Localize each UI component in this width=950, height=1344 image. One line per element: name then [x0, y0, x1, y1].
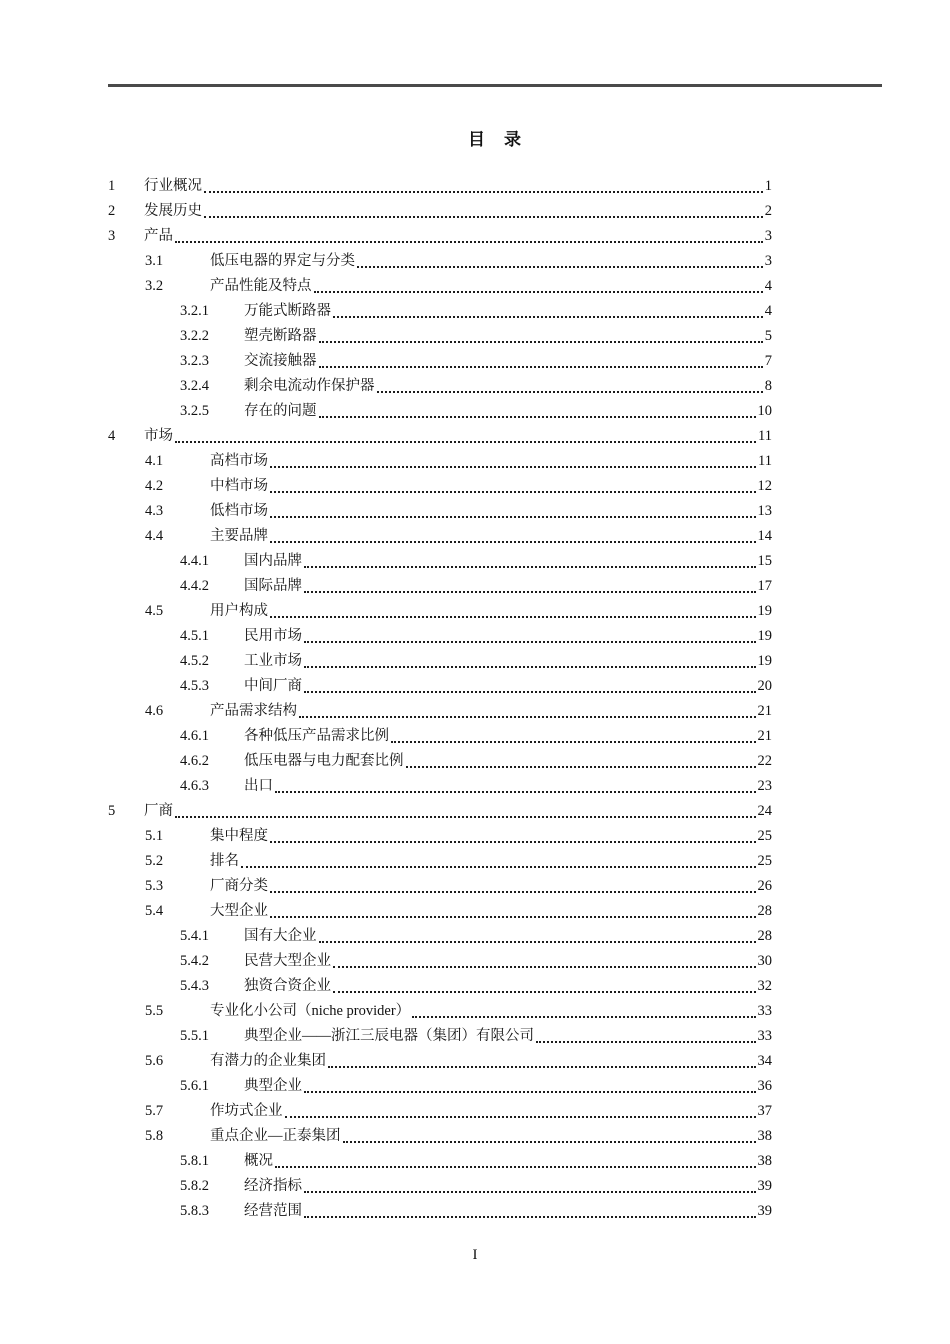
- leader-dots: [406, 749, 756, 768]
- leader-dots: [357, 249, 763, 268]
- toc-entry[interactable]: [108, 749, 772, 774]
- toc-entry-label: 中间厂商: [244, 678, 302, 694]
- toc-entry-label: 低压电器的界定与分类: [210, 253, 355, 269]
- leader-dots: [270, 524, 756, 543]
- toc-entry-label: 产品: [144, 228, 173, 244]
- toc-entry-label: 用户构成: [210, 603, 268, 619]
- toc-entry[interactable]: [108, 449, 772, 474]
- toc-entry-label: 中档市场: [210, 478, 268, 494]
- toc-entry-number: 3.2.3: [180, 353, 209, 369]
- toc-entry-label: 经济指标: [244, 1178, 302, 1194]
- toc-entry-page: 36: [757, 1078, 772, 1094]
- toc-entry-number: 5.4.2: [180, 953, 209, 969]
- toc-entry-page: 21: [757, 703, 772, 719]
- toc-entry-page: 17: [757, 578, 772, 594]
- toc-entry-label: 出口: [244, 778, 273, 794]
- leader-dots: [536, 1024, 756, 1043]
- leader-dots: [319, 399, 756, 418]
- toc-entry-number: 2: [108, 203, 116, 219]
- toc-entry[interactable]: [108, 849, 772, 874]
- toc-entry[interactable]: [108, 949, 772, 974]
- toc-entry-page: 1: [764, 178, 772, 194]
- leader-dots: [333, 974, 756, 993]
- footer-page-number: I: [472, 1247, 478, 1263]
- toc-entry-number: 3.2: [145, 278, 164, 294]
- toc-entry[interactable]: [108, 799, 772, 824]
- toc-entry[interactable]: [108, 649, 772, 674]
- toc-entry[interactable]: [108, 724, 772, 749]
- leader-dots: [304, 624, 756, 643]
- toc-entry-page: 25: [757, 853, 772, 869]
- header-rule: [108, 84, 882, 87]
- toc-entry[interactable]: [108, 624, 772, 649]
- toc-entry-number: 5.4: [145, 903, 164, 919]
- leader-dots: [204, 174, 763, 193]
- toc-entry-number: 3.2.1: [180, 303, 209, 319]
- toc-entry-label: 厂商: [144, 803, 173, 819]
- toc-entry-label: 万能式断路器: [244, 303, 331, 319]
- toc-entry-page: 30: [757, 953, 772, 969]
- toc-entry[interactable]: [108, 1099, 772, 1124]
- leader-dots: [328, 1049, 756, 1068]
- toc-entry-page: 13: [757, 503, 772, 519]
- toc-entry-number: 4.5.1: [180, 628, 209, 644]
- toc-entry-label: 集中程度: [210, 828, 268, 844]
- toc-entry[interactable]: [108, 474, 772, 499]
- toc-entry-page: 28: [757, 928, 772, 944]
- toc-entry-page: 10: [757, 403, 772, 419]
- toc-entry-number: 3.2.5: [180, 403, 209, 419]
- toc-entry-label: 国有大企业: [244, 928, 317, 944]
- toc-entry-page: 2: [764, 203, 772, 219]
- leader-dots: [377, 374, 763, 393]
- leader-dots: [319, 924, 756, 943]
- toc-title: 目 录: [468, 130, 522, 149]
- toc-entry-page: 8: [764, 378, 772, 394]
- toc-entry-label: 剩余电流动作保护器: [244, 378, 375, 394]
- toc-entry[interactable]: [108, 599, 772, 624]
- toc-entry-page: 20: [757, 678, 772, 694]
- toc-entry[interactable]: [108, 249, 772, 274]
- toc-entry[interactable]: [108, 1199, 772, 1224]
- leader-dots: [241, 849, 756, 868]
- toc-entry-page: 39: [757, 1203, 772, 1219]
- toc-entry-page: 19: [757, 653, 772, 669]
- toc-entry-number: 3.2.4: [180, 378, 209, 394]
- toc-entry-label: 典型企业——浙江三辰电器（集团）有限公司: [244, 1028, 534, 1044]
- toc-entry-number: 4.1: [145, 453, 164, 469]
- toc-entry-page: 4: [764, 303, 772, 319]
- toc-entry[interactable]: [108, 324, 772, 349]
- toc-entry-number: 4.2: [145, 478, 164, 494]
- leader-dots: [304, 1174, 756, 1193]
- toc-entry-page: 28: [757, 903, 772, 919]
- toc-entry[interactable]: [108, 774, 772, 799]
- toc-entry-page: 19: [757, 628, 772, 644]
- toc-entry-number: 5.2: [145, 853, 164, 869]
- toc-list: [108, 174, 772, 1224]
- toc-entry-label: 专业化小公司（niche provider）: [210, 1003, 411, 1019]
- toc-entry[interactable]: [108, 1049, 772, 1074]
- toc-entry-number: 4.5: [145, 603, 164, 619]
- toc-entry-number: 5.8.3: [180, 1203, 209, 1219]
- toc-entry[interactable]: [108, 674, 772, 699]
- toc-entry[interactable]: [108, 1024, 772, 1049]
- leader-dots: [204, 199, 763, 218]
- toc-entry[interactable]: [108, 1124, 772, 1149]
- toc-entry-page: 3: [764, 228, 772, 244]
- toc-entry-label: 厂商分类: [210, 878, 268, 894]
- toc-entry-number: 5.5.1: [180, 1028, 209, 1044]
- toc-entry[interactable]: [108, 1074, 772, 1099]
- leader-dots: [270, 874, 756, 893]
- toc-entry-page: 14: [757, 528, 772, 544]
- toc-entry-number: 4.6.1: [180, 728, 209, 744]
- toc-entry-number: 5.4.3: [180, 978, 209, 994]
- leader-dots: [285, 1099, 756, 1118]
- leader-dots: [304, 1199, 756, 1218]
- toc-entry[interactable]: [108, 174, 772, 199]
- toc-entry[interactable]: [108, 974, 772, 999]
- leader-dots: [275, 1149, 756, 1168]
- leader-dots: [304, 1074, 756, 1093]
- toc-entry-number: 4: [108, 428, 116, 444]
- leader-dots: [319, 324, 763, 343]
- leader-dots: [175, 799, 756, 818]
- toc-entry-number: 3.1: [145, 253, 164, 269]
- leader-dots: [299, 699, 756, 718]
- toc-entry-label: 重点企业—正泰集团: [210, 1128, 341, 1144]
- toc-entry-number: 4.6: [145, 703, 164, 719]
- toc-entry-label: 存在的问题: [244, 403, 317, 419]
- leader-dots: [270, 449, 756, 468]
- toc-entry-page: 11: [758, 428, 772, 444]
- toc-entry[interactable]: [108, 299, 772, 324]
- toc-entry-number: 5.6.1: [180, 1078, 209, 1094]
- toc-entry-number: 5.3: [145, 878, 164, 894]
- toc-entry-label: 排名: [210, 853, 239, 869]
- toc-entry-page: 15: [757, 553, 772, 569]
- toc-entry-label: 独资合资企业: [244, 978, 331, 994]
- toc-entry-label: 工业市场: [244, 653, 302, 669]
- toc-entry[interactable]: [108, 699, 772, 724]
- toc-entry-label: 国内品牌: [244, 553, 302, 569]
- toc-entry-page: 25: [757, 828, 772, 844]
- toc-entry-label: 有潜力的企业集团: [210, 1053, 326, 1069]
- toc-entry-label: 市场: [144, 428, 173, 444]
- toc-entry-label: 经营范围: [244, 1203, 302, 1219]
- toc-entry-page: 38: [757, 1128, 772, 1144]
- toc-entry-page: 23: [757, 778, 772, 794]
- toc-entry-page: 11: [758, 453, 772, 469]
- toc-entry-number: 4.5.3: [180, 678, 209, 694]
- toc-entry-number: 4.4: [145, 528, 164, 544]
- toc-entry-number: 4.6.3: [180, 778, 209, 794]
- leader-dots: [304, 649, 756, 668]
- toc-entry-number: 1: [108, 178, 116, 194]
- toc-entry-page: 3: [764, 253, 772, 269]
- toc-entry-number: 5.4.1: [180, 928, 209, 944]
- toc-entry[interactable]: [108, 999, 772, 1024]
- toc-entry-label: 产品需求结构: [210, 703, 297, 719]
- toc-entry[interactable]: [108, 574, 772, 599]
- toc-entry-page: 33: [757, 1003, 772, 1019]
- toc-entry-page: 19: [757, 603, 772, 619]
- toc-entry-label: 概况: [244, 1153, 273, 1169]
- toc-entry-label: 产品性能及特点: [210, 278, 312, 294]
- leader-dots: [333, 299, 763, 318]
- toc-entry-label: 交流接触器: [244, 353, 317, 369]
- leader-dots: [391, 724, 756, 743]
- leader-dots: [270, 599, 756, 618]
- toc-entry-number: 3.2.2: [180, 328, 209, 344]
- toc-entry-number: 4.5.2: [180, 653, 209, 669]
- toc-entry[interactable]: [108, 274, 772, 299]
- toc-entry-page: 26: [757, 878, 772, 894]
- toc-entry-label: 典型企业: [244, 1078, 302, 1094]
- toc-entry[interactable]: [108, 374, 772, 399]
- toc-entry-number: 3: [108, 228, 116, 244]
- toc-entry[interactable]: [108, 924, 772, 949]
- toc-entry-page: 24: [757, 803, 772, 819]
- toc-entry-page: 37: [757, 1103, 772, 1119]
- toc-entry[interactable]: [108, 874, 772, 899]
- toc-entry-label: 高档市场: [210, 453, 268, 469]
- toc-entry[interactable]: [108, 549, 772, 574]
- toc-entry-number: 4.4.2: [180, 578, 209, 594]
- toc-entry-label: 发展历史: [144, 203, 202, 219]
- leader-dots: [319, 349, 763, 368]
- toc-entry-page: 4: [764, 278, 772, 294]
- toc-entry[interactable]: [108, 824, 772, 849]
- leader-dots: [270, 499, 756, 518]
- toc-entry[interactable]: [108, 224, 772, 249]
- leader-dots: [333, 949, 756, 968]
- toc-entry-number: 5.8.1: [180, 1153, 209, 1169]
- toc-entry[interactable]: [108, 499, 772, 524]
- toc-entry-number: 5.7: [145, 1103, 164, 1119]
- toc-entry[interactable]: [108, 1174, 772, 1199]
- leader-dots: [304, 574, 756, 593]
- toc-entry-page: 33: [757, 1028, 772, 1044]
- leader-dots: [270, 474, 756, 493]
- toc-entry-number: 4.4.1: [180, 553, 209, 569]
- leader-dots: [270, 899, 756, 918]
- toc-entry-page: 32: [757, 978, 772, 994]
- toc-entry[interactable]: [108, 524, 772, 549]
- leader-dots: [175, 224, 763, 243]
- toc-entry-number: 4.3: [145, 503, 164, 519]
- toc-entry[interactable]: [108, 1149, 772, 1174]
- toc-entry-label: 国际品牌: [244, 578, 302, 594]
- toc-entry-label: 行业概况: [144, 178, 202, 194]
- leader-dots: [275, 774, 756, 793]
- toc-entry-page: 12: [757, 478, 772, 494]
- toc-entry-label: 作坊式企业: [210, 1103, 283, 1119]
- toc-entry-number: 5.1: [145, 828, 164, 844]
- toc-entry[interactable]: [108, 199, 772, 224]
- leader-dots: [175, 424, 756, 443]
- leader-dots: [270, 824, 756, 843]
- toc-entry-page: 7: [764, 353, 772, 369]
- toc-entry-label: 民用市场: [244, 628, 302, 644]
- leader-dots: [343, 1124, 756, 1143]
- leader-dots: [304, 549, 756, 568]
- leader-dots: [314, 274, 763, 293]
- leader-dots: [304, 674, 756, 693]
- toc-entry[interactable]: [108, 424, 772, 449]
- toc-entry-number: 5: [108, 803, 116, 819]
- toc-entry-label: 低档市场: [210, 503, 268, 519]
- toc-entry-page: 21: [757, 728, 772, 744]
- toc-entry-number: 5.6: [145, 1053, 164, 1069]
- toc-entry-number: 5.8: [145, 1128, 164, 1144]
- toc-entry-label: 塑壳断路器: [244, 328, 317, 344]
- toc-entry-label: 各种低压产品需求比例: [244, 728, 389, 744]
- leader-dots: [412, 999, 755, 1018]
- toc-entry-label: 民营大型企业: [244, 953, 331, 969]
- toc-entry-number: 5.5: [145, 1003, 164, 1019]
- toc-entry-page: 39: [757, 1178, 772, 1194]
- toc-entry-label: 大型企业: [210, 903, 268, 919]
- toc-entry[interactable]: [108, 899, 772, 924]
- toc-entry-label: 低压电器与电力配套比例: [244, 753, 404, 769]
- toc-entry-number: 4.6.2: [180, 753, 209, 769]
- toc-entry-number: 5.8.2: [180, 1178, 209, 1194]
- toc-entry[interactable]: [108, 349, 772, 374]
- toc-entry-page: 34: [757, 1053, 772, 1069]
- toc-entry-label: 主要品牌: [210, 528, 268, 544]
- toc-entry[interactable]: [108, 399, 772, 424]
- toc-entry-page: 5: [764, 328, 772, 344]
- toc-entry-page: 38: [757, 1153, 772, 1169]
- toc-entry-page: 22: [757, 753, 772, 769]
